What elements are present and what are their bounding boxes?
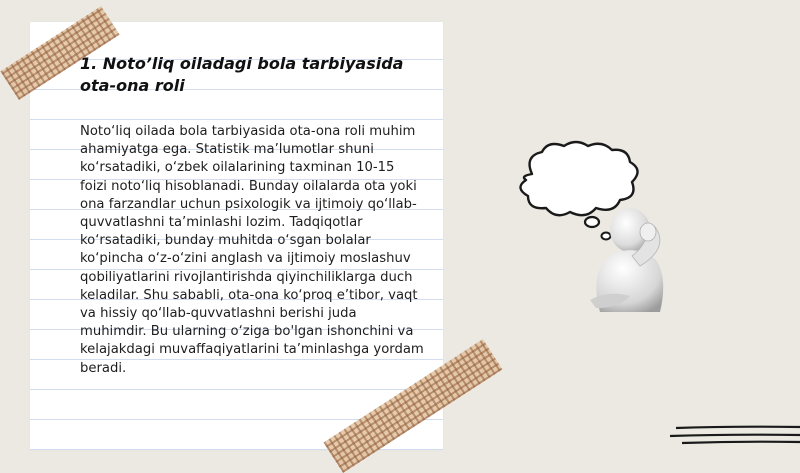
slide-body-text: Noto‘liq oilada bola tarbiyasida ota-ona roli muhim ahamiyatga ega. Statistik ma’lumotlar shuni ko‘rsatadiki, o‘zbek oilalarining taxminan 10-15 foizi noto‘liq hisoblanadi. Bunday oilalarda ota yoki ona farzandlar uchun psixologik va ijtimoiy qo‘llab-quvvatlashni ta’minlashi lozim. Tadqiqotlar ko‘rsatadiki, bunday muhitda o‘sgan bolalar ko‘pincha o‘z-o‘zini anglash va ijtimoiy moslashuv qobiliyatlarini rivojlantirishda qiyinchiliklarga duch keladilar. Shu sababli, ota-ona ko‘proq e’tibor, vaqt va hissiy qo‘llab-quvvatlashni berishi juda muhimdir. Bu ularning o‘ziga bo'lgan ishonchini va kelajakdagi muvaffaqiyatlarini ta’minlashga yordam beradi. [80,124,424,376]
slide-title: 1. Noto’liq oiladagi bola tarbiyasida ota-ona roli [80,54,404,95]
thinking-person-icon [490,140,690,315]
decorative-lines [670,410,800,450]
